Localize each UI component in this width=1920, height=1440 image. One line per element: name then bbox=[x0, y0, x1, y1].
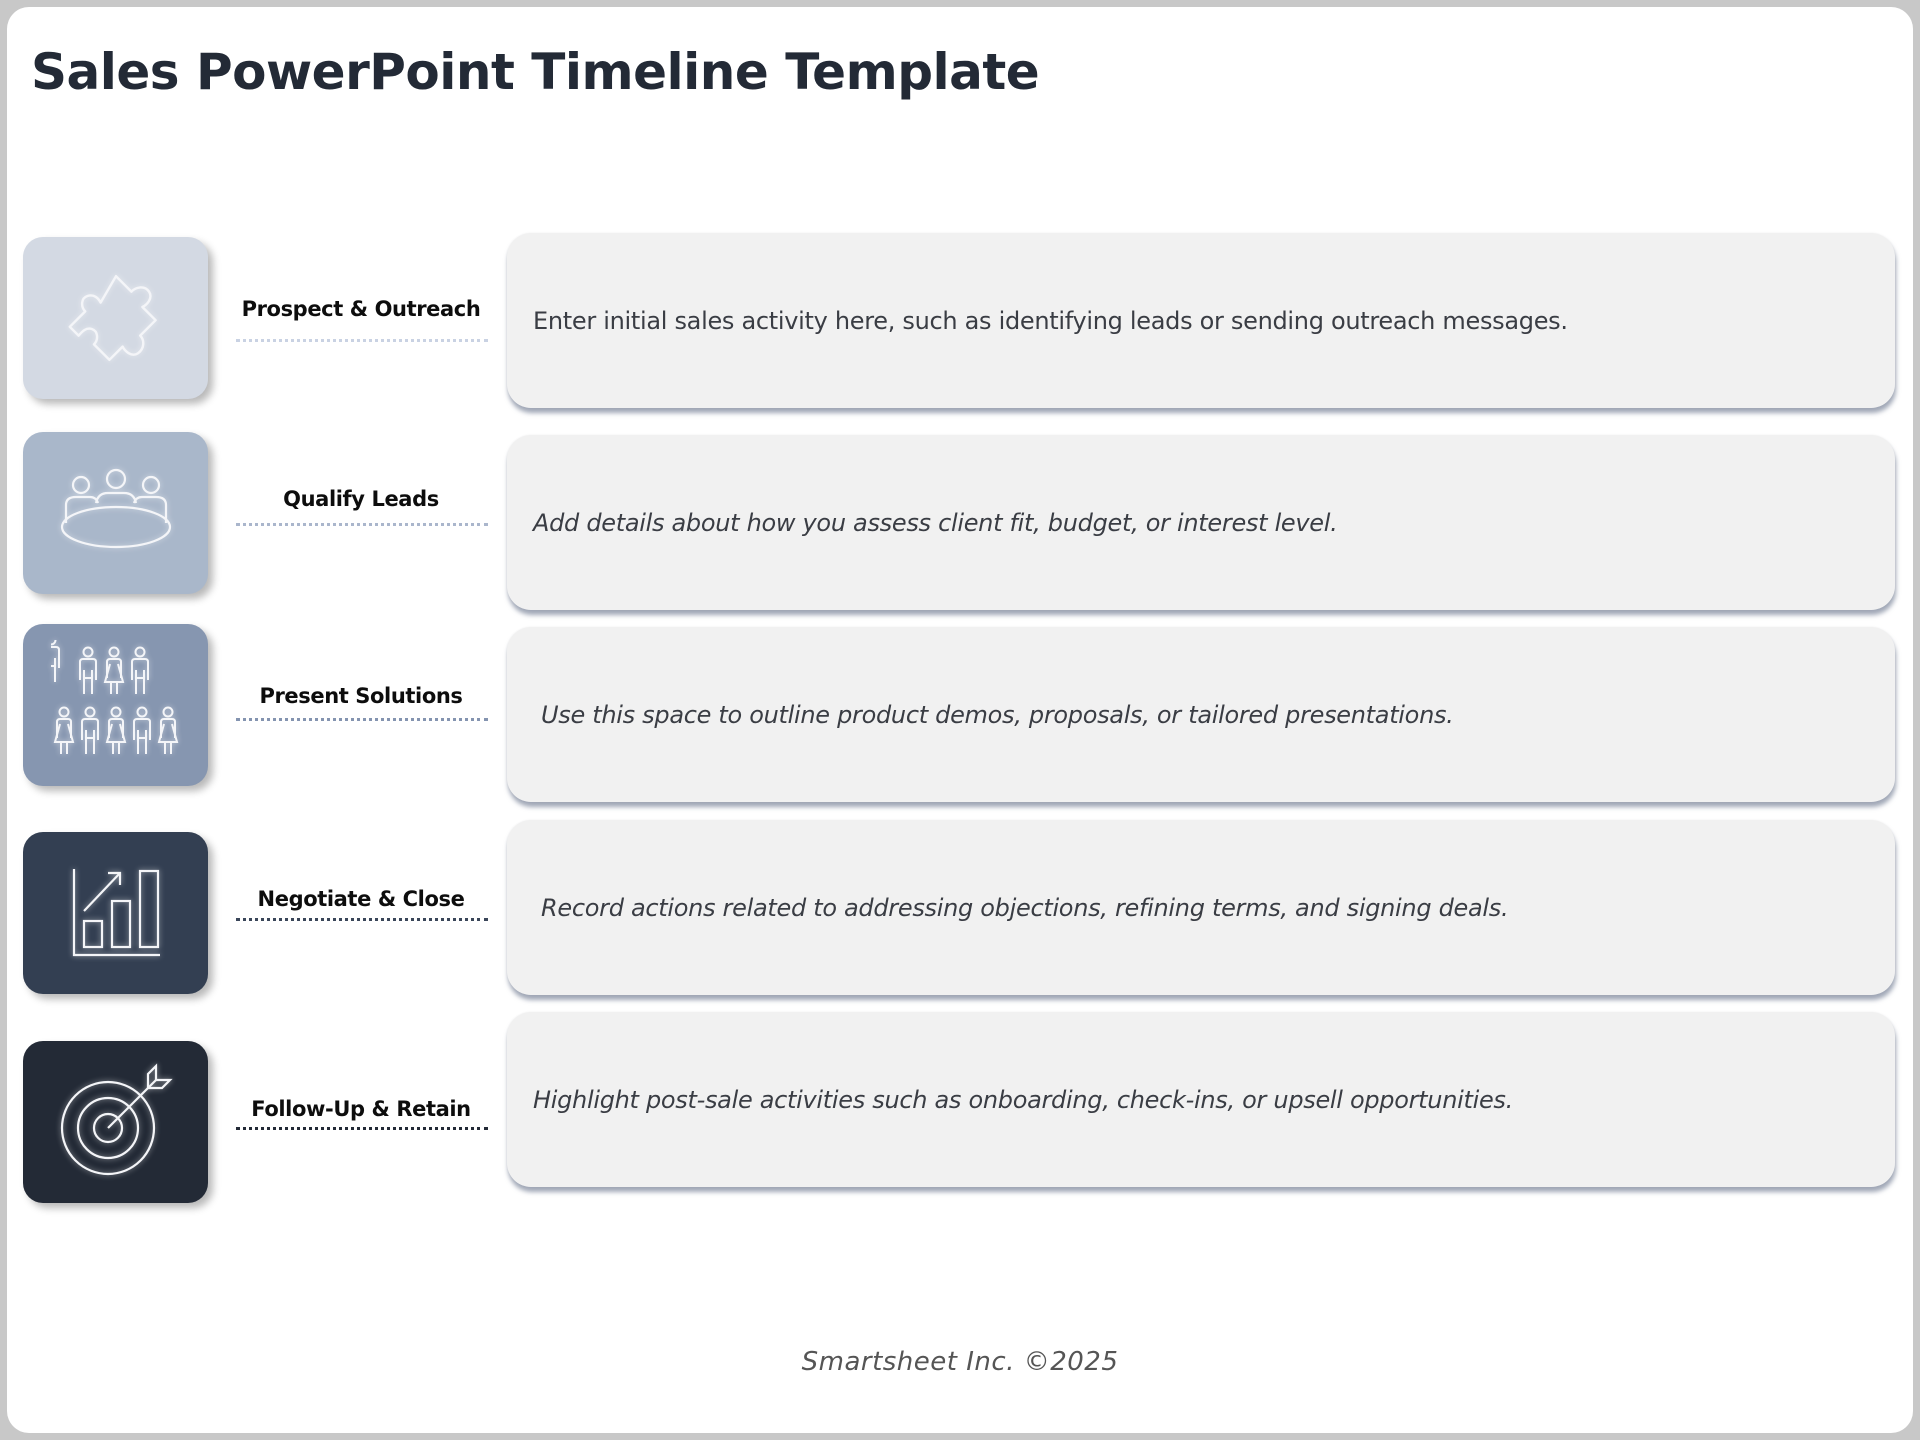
puzzle-piece-icon bbox=[61, 263, 171, 373]
step-icon-box bbox=[23, 237, 208, 399]
step-description[interactable]: Enter initial sales activity here, such as identifying leads or sending outreach messages. bbox=[533, 306, 1568, 335]
step-description-card[interactable] bbox=[507, 1012, 1895, 1187]
step-icon-box bbox=[23, 432, 208, 594]
step-description[interactable]: Use this space to outline product demos, proposals, or tailored presentations. bbox=[541, 700, 1454, 729]
audience-group-icon bbox=[51, 640, 181, 770]
step-connector-line bbox=[236, 339, 488, 342]
step-description[interactable]: Add details about how you assess client fit, budget, or interest level. bbox=[533, 508, 1338, 537]
footer-copyright: Smartsheet Inc. ©2025 bbox=[801, 1347, 1119, 1377]
step-icon-box bbox=[23, 1041, 208, 1203]
step-connector-line bbox=[236, 918, 488, 921]
step-label: Present Solutions bbox=[259, 684, 463, 708]
step-description[interactable]: Highlight post-sale activities such as onboarding, check-ins, or upsell opportunities. bbox=[533, 1085, 1513, 1114]
step-label: Prospect & Outreach bbox=[241, 297, 481, 321]
step-description-card[interactable] bbox=[507, 820, 1895, 995]
page-title: Sales PowerPoint Timeline Template bbox=[31, 43, 1040, 101]
step-label: Follow-Up & Retain bbox=[251, 1097, 471, 1121]
slide bbox=[7, 7, 1913, 1433]
step-icon-box bbox=[23, 624, 208, 786]
step-label: Negotiate & Close bbox=[257, 887, 465, 911]
step-connector-line bbox=[236, 1127, 488, 1130]
step-connector-line bbox=[236, 718, 488, 721]
step-description-card[interactable] bbox=[507, 435, 1895, 610]
target-arrow-icon bbox=[56, 1062, 176, 1182]
step-icon-box bbox=[23, 832, 208, 994]
step-description-card[interactable] bbox=[507, 627, 1895, 802]
meeting-table-icon bbox=[56, 463, 176, 563]
growth-chart-icon bbox=[66, 863, 166, 963]
step-description[interactable]: Record actions related to addressing objections, refining terms, and signing deals. bbox=[541, 893, 1509, 922]
step-description-card[interactable] bbox=[507, 233, 1895, 408]
step-connector-line bbox=[236, 523, 488, 526]
step-label: Qualify Leads bbox=[283, 487, 439, 511]
